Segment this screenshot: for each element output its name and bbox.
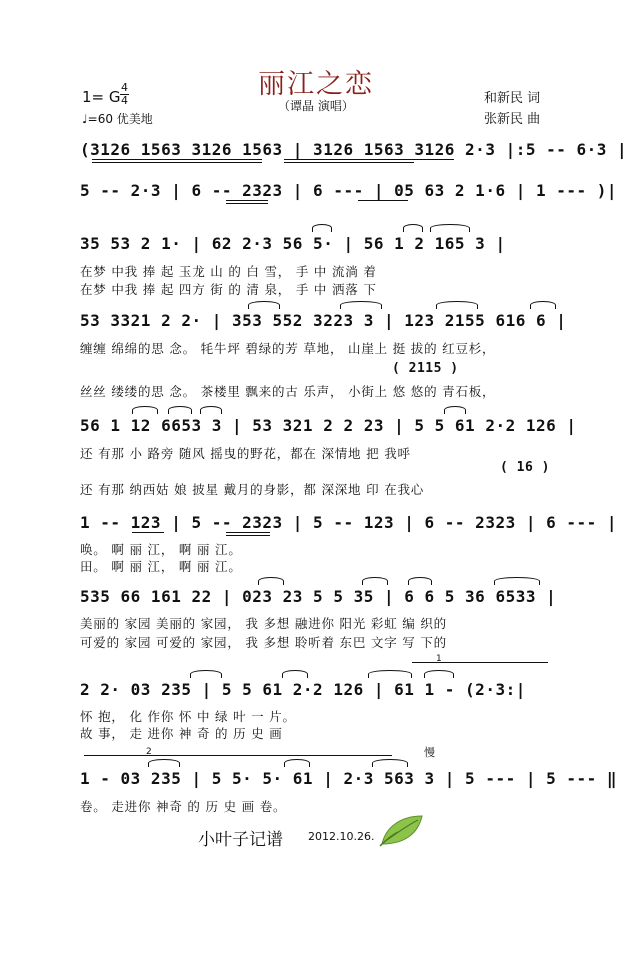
tie-slur [340,301,382,309]
notation-row-6: 1 -- 123 | 5 -- 2323 | 5 -- 123 | 6 -- 2323 | 6 --- | [80,513,618,532]
alternate-notes: ( 2115 ) [392,361,459,376]
tie-slur [362,577,388,585]
tie-slur [444,406,466,414]
tie-slur [368,670,412,678]
tie-slur [200,406,222,414]
time-signature [120,82,129,107]
composer: 张新民 曲 [484,112,541,127]
lyric-row-4-verse-2: 丝丝 缕缕的思 念。 茶楼里 飘来的古 乐声， 小街上 悠 悠的 青石板， [80,384,496,399]
time-signature-bottom: 4 [121,94,128,107]
underline [358,200,408,201]
tie-slur [372,759,408,767]
underline [132,532,164,533]
underline [226,203,268,204]
singer-credit: （谭晶 演唱） [278,99,354,113]
volta-2-bracket [84,755,392,756]
lyric-row-6-verse-2: 田。 啊 丽 江， 啊 丽 江。 [80,559,242,574]
credits [484,88,540,130]
underline [226,535,270,536]
tie-slur [312,224,332,232]
tie-slur [403,224,423,232]
underline [226,200,268,201]
lyric-row-4-verse-1: 缠缠 绵绵的思 念。 牦牛坪 碧绿的芳 草地， 山崖上 挺 拔的 红豆杉， [80,341,496,356]
leaf-icon [378,812,426,848]
tempo-change-marking: 慢 [424,746,436,759]
notation-row-7: 535 66 161 22 | 023 23 5 5 35 | 6 6 5 36 6533 | [80,587,557,606]
lyric-row-5-verse-1: 还 有那 小 路旁 随风 摇曳的野花，都在 深情地 把 我呼 [80,446,411,461]
tie-slur [168,406,192,414]
tie-slur [258,577,284,585]
notation-row-1: (3126 1563 3126 1563 | 3126 1563 3126 2·3 |:5 -- 6·3 | [80,140,628,159]
underline [284,159,454,160]
tie-slur [430,224,470,232]
tie-slur [248,301,280,309]
lyric-row-8-verse-1: 怀 抱， 化 作你 怀 中 绿 叶 一 片。 [80,709,296,724]
lyric-row-7-verse-1: 美丽的 家园 美丽的 家园， 我 多想 融进你 阳光 彩虹 编 织的 [80,616,447,631]
notation-row-5: 56 1 12 6653 3 | 53 321 2 2 23 | 5 5 61 2·2 126 | [80,416,577,435]
tie-slur [132,406,158,414]
underline [92,159,262,160]
underline [92,162,262,163]
lyric-row-7-verse-2: 可爱的 家园 可爱的 家园， 我 多想 聆听着 东巴 文字 写 下的 [80,635,447,650]
tie-slur [530,301,556,309]
lyric-row-9-verse-1: 卷。 走进你 神奇 的 历 史 画 卷。 [80,799,287,814]
volta-1-bracket [412,662,548,663]
lyric-row-5-verse-2: 还 有那 纳西姑 娘 披星 戴月的身影，都 深深地 印 在我心 [80,482,425,497]
time-signature-top: 4 [121,81,128,94]
volta-2-number: 2 [146,747,152,757]
song-title: 丽江之恋 [258,69,374,100]
notation-row-8: 2 2· 03 235 | 5 5 61 2·2 126 | 61 1 - (2·3:| [80,680,526,699]
tie-slur [408,577,432,585]
tie-slur [436,301,478,309]
notation-row-3: 35 53 2 1· | 62 2·3 56 5· | 56 1 2 165 3 | [80,234,506,253]
underline [226,532,270,533]
volta-1-number: 1 [436,654,442,664]
transcriber-signature: 小叶子记谱 [198,830,283,850]
notation-row-4: 53 3321 2 2· | 353 552 3223 3 | 123 2155 616 6 | [80,311,567,330]
tie-slur [148,759,180,767]
tie-slur [284,759,310,767]
lyric-row-6-verse-1: 唤。 啊 丽 江， 啊 丽 江。 [80,542,242,557]
notation-row-9: 1 - 03 235 | 5 5· 5· 61 | 2·3 563 3 | 5 --- | 5 --- ‖ [80,769,618,788]
underline [284,162,414,163]
tie-slur [282,670,308,678]
lyric-row-3-verse-2: 在梦 中我 捧 起 四方 街 的 清 泉， 手 中 洒落 下 [80,282,377,297]
tie-slur [424,670,454,678]
lyric-row-3-verse-1: 在梦 中我 捧 起 玉龙 山 的 白 雪， 手 中 流淌 着 [80,264,377,279]
tie-slur [494,577,540,585]
alternate-notes: ( 16 ) [500,460,550,475]
tempo-marking: ♩=60 优美地 [82,112,153,126]
lyric-row-8-verse-2: 故 事， 走 进你 神 奇 的 历 史 画 [80,726,283,741]
lyricist: 和新民 词 [484,91,541,106]
notation-row-2: 5 -- 2·3 | 6 -- 2323 | 6 --- | 05 63 2 1·6 | 1 --- )| [80,181,618,200]
key-signature: 1= G [82,88,121,106]
tie-slur [190,670,222,678]
transcription-date: 2012.10.26. [308,830,375,843]
